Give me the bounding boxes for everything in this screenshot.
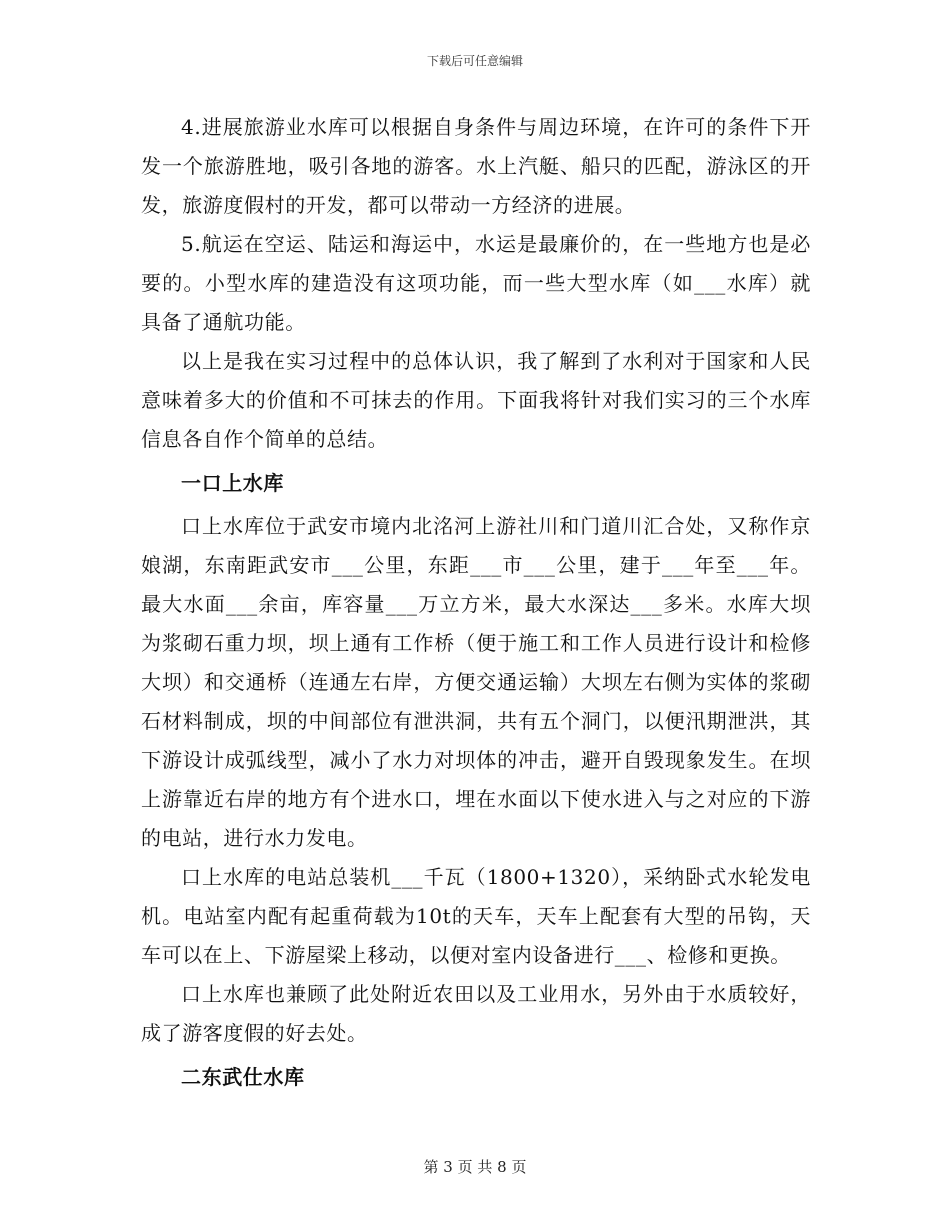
section-heading-dongwushi: 二东武仕水库 (181, 1065, 305, 1089)
document-body (141, 108, 811, 1101)
paragraph-koushang-overview: 口上水库位于武安市境内北洺河上游社川和门道川汇合处，又称作京娘湖，东南距武安市___公里，东距___市___公里，建于___年至___年。最大水面___余亩，库容量___万立方米，最大水深达___多米。水库大坝为浆砌石重力坝，坝上通有工作桥（便于施工和工作人员进行设计和检修大坝）和交通桥（连通左右岸，方便交通运输）大坝左右侧为实体的浆砌石材料制成，坝的中间部位有泄洪洞，共有五个洞门，以便汛期泄洪，其下游设计成弧线型，减小了水力对坝体的冲击，避开自毁现象发生。在坝上游靠近右岸的地方有个进水口，埋在水面以下使水进入与之对应的下游的电站，进行水力发电。 (141, 514, 811, 850)
paragraph-koushang-power-station: 口上水库的电站总装机___千瓦（1800+1320），采纳卧式水轮发电机。电站室内配有起重荷载为10t的天车，天车上配套有大型的吊钩，天车可以在上、下游屋梁上移动，以便对室内设备进行___、检修和更换。 (141, 865, 811, 967)
paragraph-summary-intro: 以上是我在实习过程中的总体认识，我了解到了水利对于国家和人民意味着多大的价值和不可抹去的作用。下面我将针对我们实习的三个水库信息各自作个简单的总结。 (141, 349, 811, 451)
paragraph-tourism: 4.进展旅游业水库可以根据自身条件与周边环境，在许可的条件下开发一个旅游胜地，吸引各地的游客。水上汽艇、船只的匹配，游泳区的开发，旅游度假村的开发，都可以带动一方经济的进展。 (141, 115, 811, 217)
page-footer: 第 3 页 共 8 页 (423, 1158, 527, 1176)
page-header: 下载后可任意编辑 (426, 54, 523, 68)
paragraph-koushang-uses: 口上水库也兼顾了此处附近农田以及工业用水，另外由于水质较好，成了游客度假的好去处。 (141, 982, 811, 1045)
paragraph-shipping: 5.航运在空运、陆运和海运中，水运是最廉价的，在一些地方也是必要的。小型水库的建造没有这项功能，而一些大型水库（如___水库）就具备了通航功能。 (141, 232, 811, 334)
section-heading-koushang: 一口上水库 (181, 471, 284, 495)
